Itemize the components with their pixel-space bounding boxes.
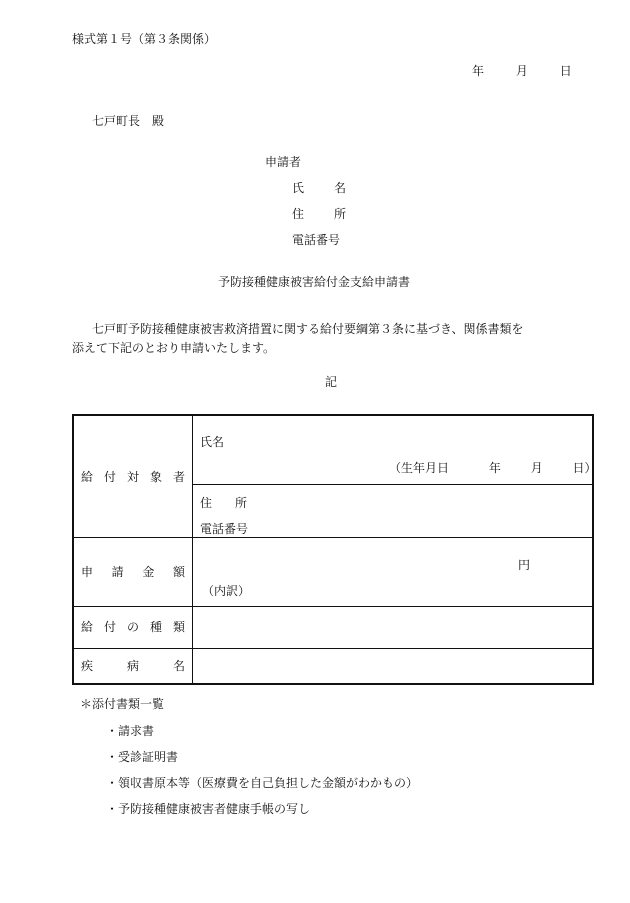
document-title: 予防接種健康被害給付金支給申請書 — [218, 275, 411, 289]
benefit-type-label: 給 付 の 種 類 — [81, 620, 185, 634]
addressee: 七戸町長 殿 — [92, 114, 165, 128]
birth-year-label: 年 — [488, 461, 501, 475]
disease-value-cell[interactable] — [193, 648, 592, 683]
form-number: 様式第１号（第３条関係） — [72, 32, 217, 46]
date-line — [472, 65, 572, 77]
attachment-item: ・受診証明書 — [106, 750, 179, 764]
birth-month-label: 月 — [530, 461, 543, 475]
body-line-2: 添えて下記のとおり申請いたします。 — [72, 341, 276, 355]
disease-row — [74, 648, 592, 683]
recipient-birthdate — [389, 462, 597, 474]
benefit-type-row — [74, 606, 592, 649]
applicant-label: 申請者 — [265, 155, 302, 169]
attachment-item: ・予防接種健康被害者健康手帳の写し — [106, 802, 311, 816]
recipient-phone-label: 電話番号 — [200, 522, 249, 536]
disease-label-cell — [74, 648, 193, 683]
applicant-address-label: 住 所 — [292, 207, 346, 221]
recipient-label-cell — [74, 416, 193, 537]
ki-label: 記 — [325, 375, 338, 389]
benefit-type-value-cell[interactable] — [193, 606, 592, 648]
date-day-label: 日 — [559, 64, 572, 78]
attachments-heading: ＊添付書類一覧 — [80, 697, 165, 711]
recipient-address-label: 住 所 — [200, 496, 247, 510]
recipient-value-cell — [193, 416, 597, 537]
yen-label: 円 — [518, 558, 531, 572]
applicant-name-label: 氏 名 — [292, 181, 346, 195]
disease-label: 疾 病 名 — [81, 658, 185, 673]
amount-value-cell — [193, 537, 592, 606]
applicant-phone-label: 電話番号 — [292, 233, 341, 247]
recipient-row — [74, 416, 597, 538]
application-table — [72, 414, 597, 685]
amount-label: 申 請 金 額 — [81, 564, 185, 579]
recipient-contact-block — [193, 485, 592, 537]
amount-row — [74, 537, 592, 607]
date-year-label: 年 — [472, 64, 485, 78]
breakdown-label: （内訳） — [202, 584, 251, 598]
benefit-type-label-cell — [74, 606, 193, 648]
birth-open-label: （生年月日 — [389, 461, 450, 475]
birth-day-label: 日） — [572, 461, 597, 475]
recipient-name-label: 氏名 — [200, 435, 225, 449]
amount-label-cell — [74, 537, 193, 606]
date-month-label: 月 — [515, 64, 528, 78]
attachment-item: ・請求書 — [106, 724, 155, 738]
recipient-label: 給 付 対 象 者 — [81, 469, 185, 484]
attachment-item: ・領収書原本等（医療費を自己負担した金額がわかもの） — [106, 776, 419, 790]
recipient-name-block — [193, 416, 597, 485]
body-line-1: 七戸町予防接種健康被害救済措置に関する給付要綱第３条に基づき、関係書類を — [92, 322, 524, 336]
